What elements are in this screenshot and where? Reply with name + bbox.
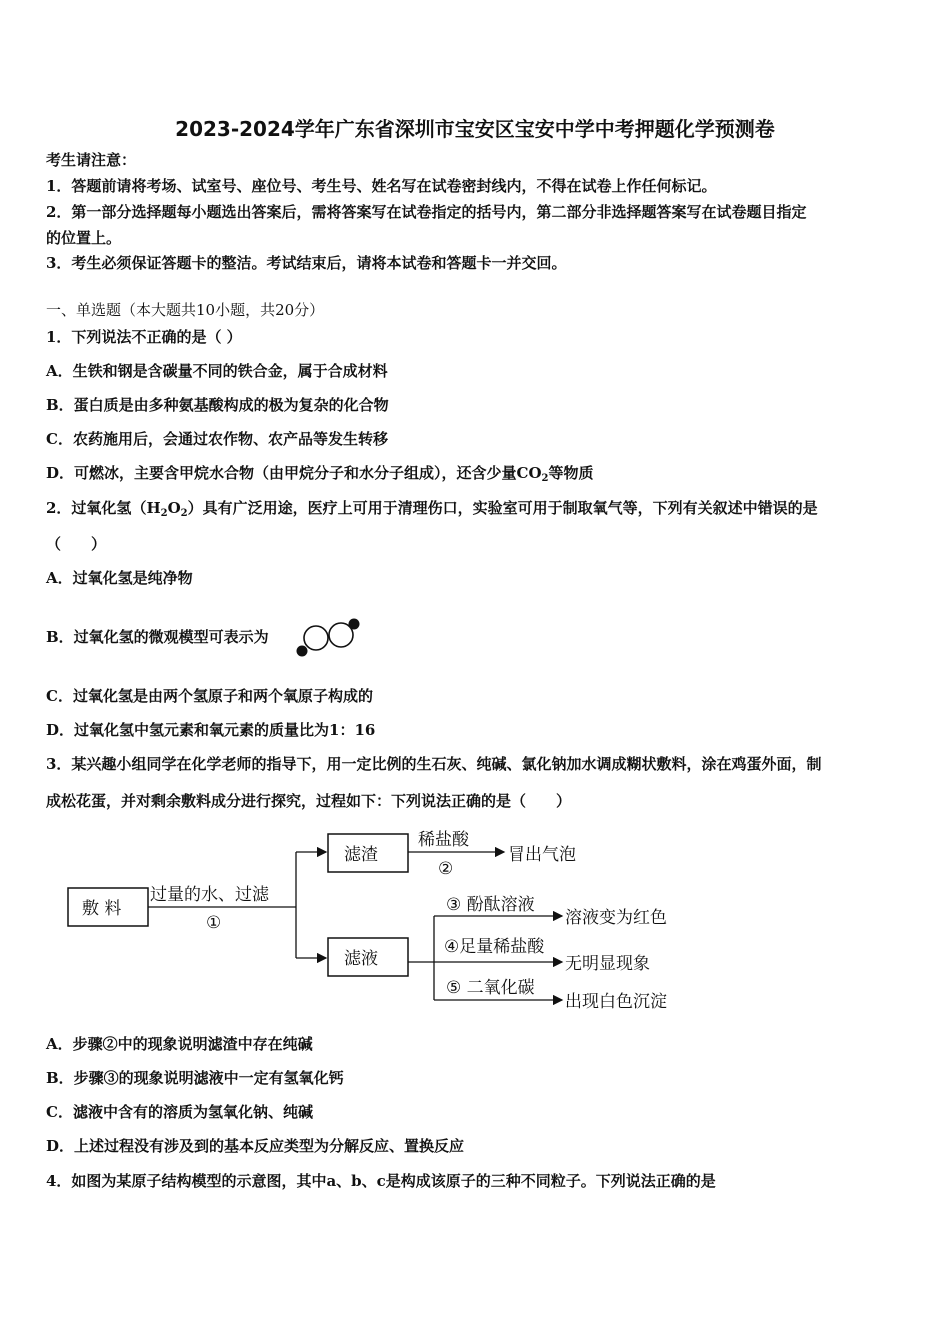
q2-stem: 2．过氧化氢$(H_2O_2)$具有广泛用途，医疗上可用于清理伤口，实验室可用于制取氧气等，下列有关叙述中错误的是 — [46, 499, 818, 519]
result2-label: 冒出气泡 — [508, 845, 576, 865]
result4-label: 无明显现象 — [565, 954, 650, 974]
residue-label: 滤渣 — [344, 845, 378, 865]
q1-option-c: C．农药施用后，会通过农作物、农产品等发生转移 — [46, 430, 388, 448]
notice-item-2: 2．第一部分选择题每小题选出答案后，需将答案写在试卷指定的括号内，第二部分非选择题答案写在试卷题目指定 — [46, 203, 807, 221]
q2-option-c: C．过氧化氢是由两个氢原子和两个氧原子构成的 — [46, 687, 373, 705]
result3-label: 溶液变为红色 — [565, 908, 667, 928]
notice-item-2-cont: 的位置上。 — [46, 229, 122, 247]
step2-number: ② — [438, 859, 454, 879]
step4-label: ④足量稀盐酸 — [444, 937, 545, 957]
start-label: 敷 料 — [82, 899, 122, 919]
step1-number: ① — [206, 913, 222, 933]
q3-stem-line-1: 3．某兴趣小组同学在化学老师的指导下，用一定比例的生石灰、纯碱、氯化钠加水调成糊状敷料，涂在鸡蛋外面，制 — [46, 755, 822, 773]
page-title: 2023-2024学年广东省深圳市宝安区宝安中学中考押题化学预测卷 — [175, 117, 775, 141]
q3-option-a: A．步骤②中的现象说明滤渣中存在纯碱 — [46, 1035, 313, 1053]
q1-stem: 1．下列说法不正确的是（ ） — [46, 328, 242, 346]
notice-item-3: 3．考生必须保证答题卡的整洁。考试结束后，请将本试卷和答题卡一并交回。 — [46, 254, 567, 272]
q3-option-b: B．步骤③的现象说明滤液中一定有氢氧化钙 — [46, 1069, 344, 1087]
filtrate-label: 滤液 — [344, 949, 378, 969]
q3-option-c: C．滤液中含有的溶质为氢氧化钠、纯碱 — [46, 1103, 313, 1121]
q1-option-a: A．生铁和钢是含碳量不同的铁合金，属于合成材料 — [46, 362, 388, 380]
section-heading: 一、单选题（本大题共10小题，共20分） — [46, 301, 325, 319]
q1-option-b: B．蛋白质是由多种氨基酸构成的极为复杂的化合物 — [46, 396, 389, 414]
q3-stem-line-2: 成松花蛋，并对剩余敷料成分进行探究，过程如下：下列说法正确的是（ ） — [46, 792, 572, 810]
experiment-flow-diagram — [60, 828, 710, 1018]
q2-option-d: D．过氧化氢中氢元素和氧元素的质量比为1：16 — [46, 721, 376, 739]
result5-label: 出现白色沉淀 — [565, 992, 667, 1012]
q1-option-d: D．可燃冰，主要含甲烷水合物（由甲烷分子和水分子组成），还含少量$CO_2$等物质 — [46, 464, 594, 484]
q2-option-a: A．过氧化氢是纯净物 — [46, 569, 193, 587]
q3-option-d: D．上述过程没有涉及到的基本反应类型为分解反应、置换反应 — [46, 1137, 465, 1155]
step1-label: 过量的水、过滤 — [150, 885, 269, 905]
q2-option-b: B．过氧化氢的微观模型可表示为 — [46, 628, 269, 646]
notice-heading: 考生请注意： — [46, 151, 137, 169]
q2-answer-paren: （ ） — [46, 535, 107, 553]
step3-label: ③ 酚酞溶液 — [446, 895, 535, 915]
step5-label: ⑤ 二氧化碳 — [446, 978, 535, 998]
h2o2-molecule-model — [296, 618, 360, 662]
q4-stem: 4．如图为某原子结构模型的示意图，其中a、b、c是构成该原子的三种不同粒子。下列说法正确的是 — [46, 1172, 716, 1190]
step2-label: 稀盐酸 — [418, 830, 469, 850]
notice-item-1: 1．答题前请将考场、试室号、座位号、考生号、姓名写在试卷密封线内，不得在试卷上作任何标记。 — [46, 177, 717, 195]
